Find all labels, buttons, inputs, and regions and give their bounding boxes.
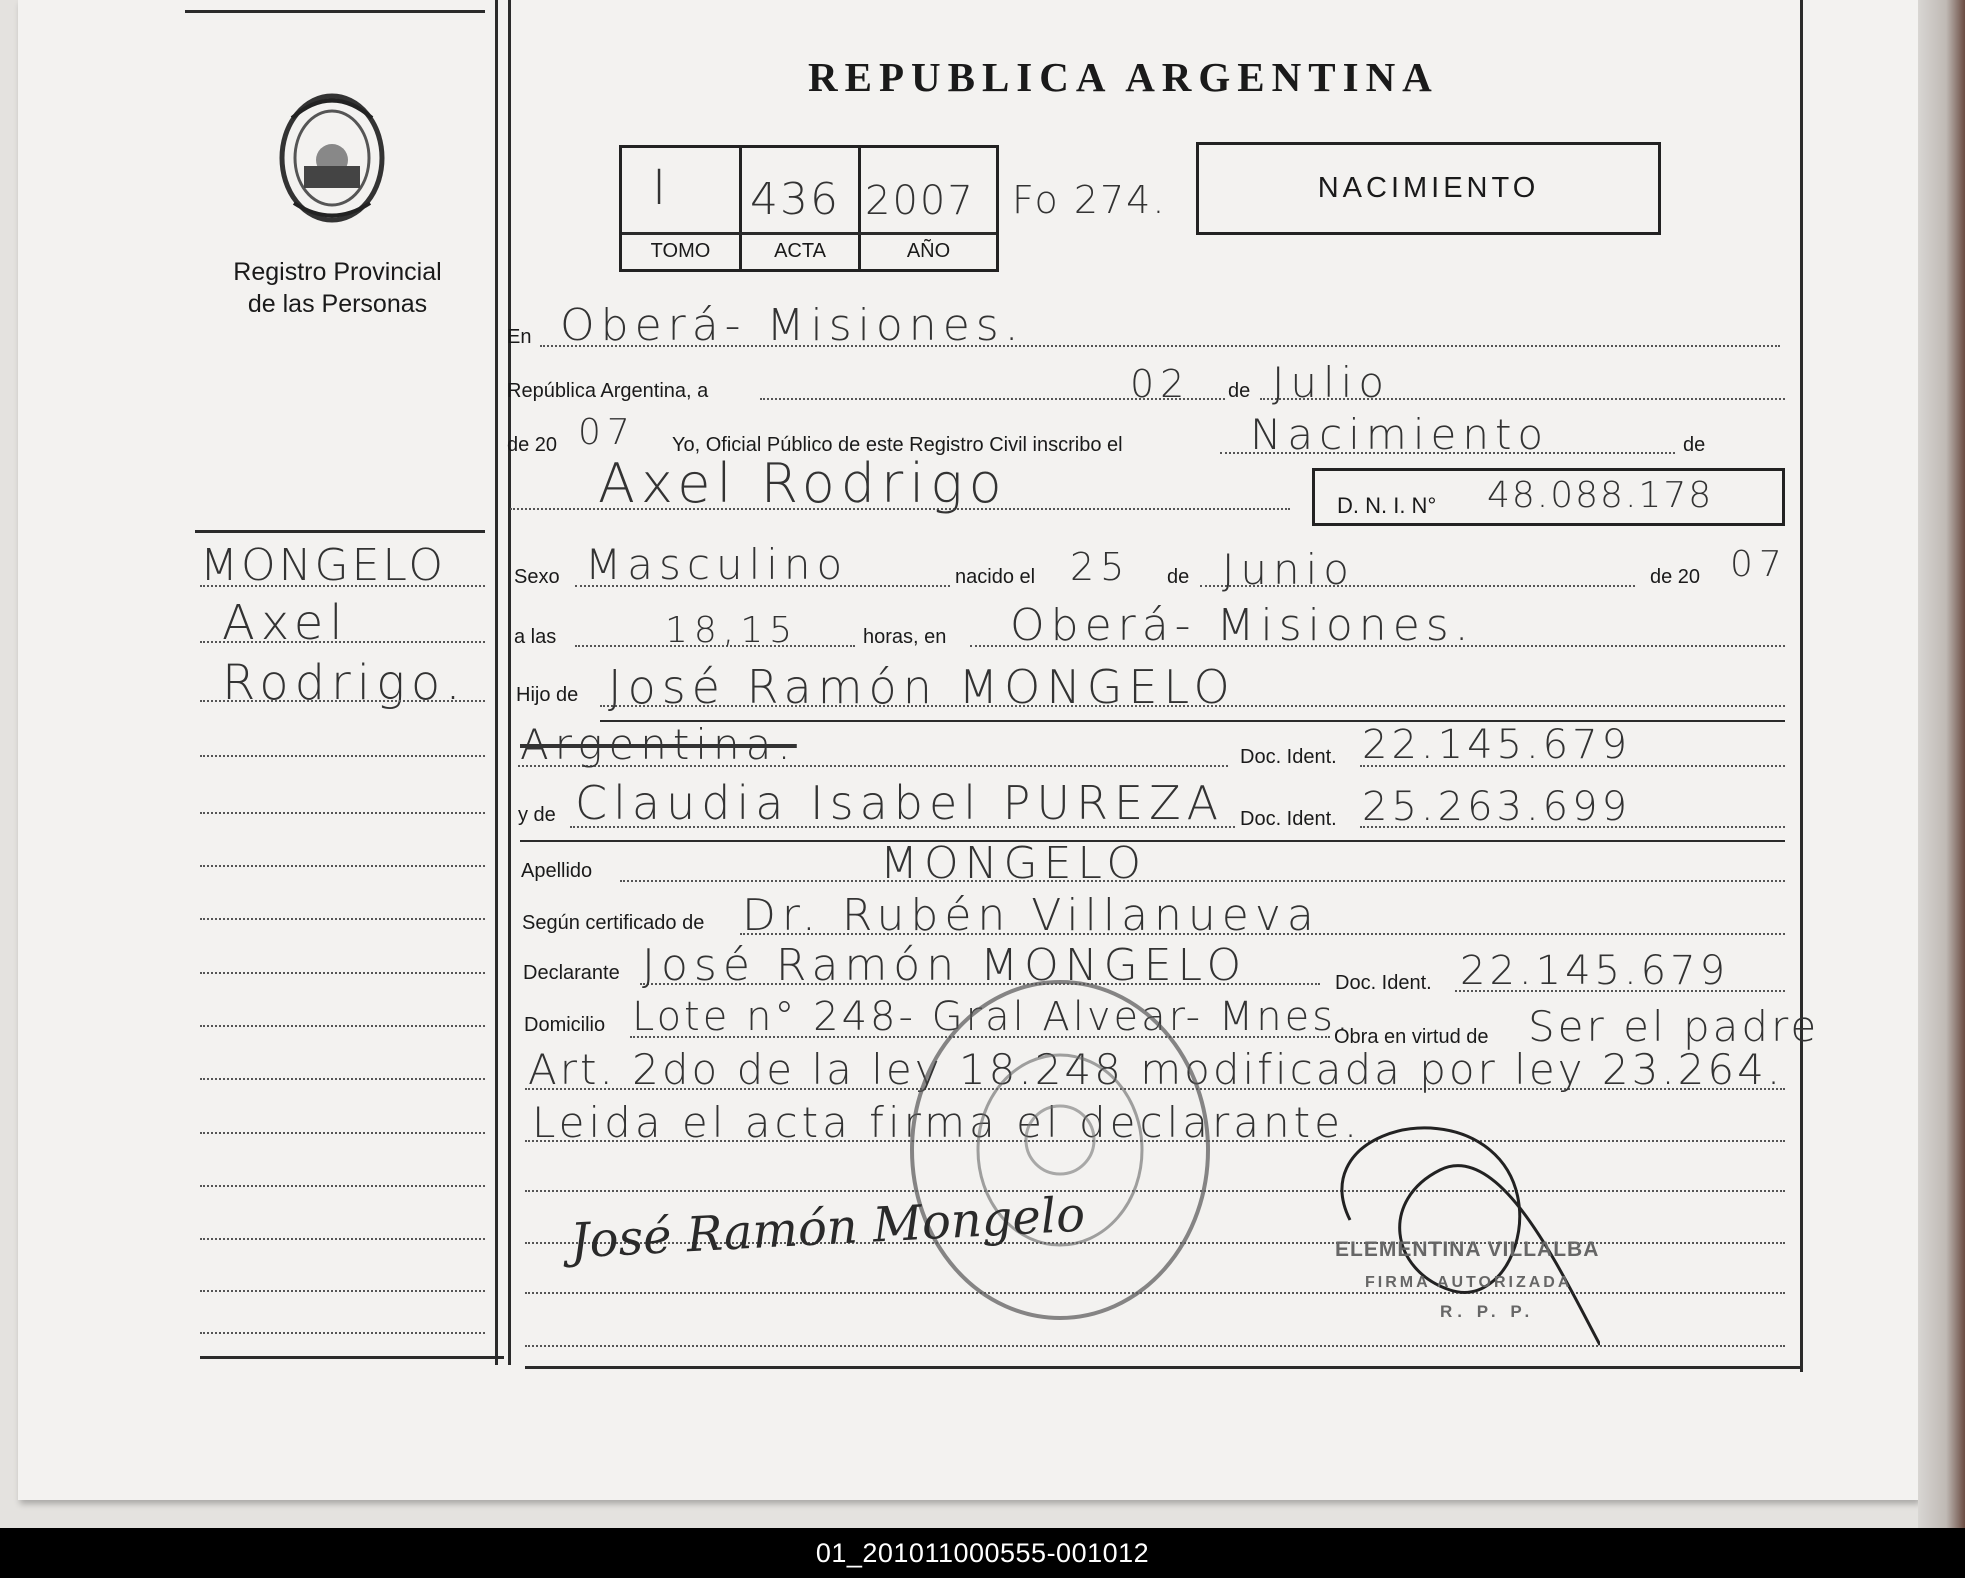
dni-value: 48.088.178 xyxy=(1487,475,1714,516)
form-bottom-rule xyxy=(525,1366,1800,1369)
month-value: Julio xyxy=(1272,358,1391,407)
surname-value: MONGELO xyxy=(880,838,1147,889)
official-stamp-line3: R. P. P. xyxy=(1440,1302,1535,1321)
margin-line xyxy=(200,1185,485,1187)
margin-line xyxy=(200,1238,485,1240)
declarant-doc-value: 22.145.679 xyxy=(1460,948,1730,994)
tomo-value: I xyxy=(652,160,673,216)
de-label: de xyxy=(1228,380,1251,402)
de20-label-2: de 20 xyxy=(1650,566,1701,588)
obra-label: Obra en virtud de xyxy=(1334,1026,1489,1048)
segun-label: Según certificado de xyxy=(522,912,705,934)
margin-line xyxy=(200,1132,485,1134)
margin-given-2: Rodrigo. xyxy=(222,655,467,711)
margin-line xyxy=(200,812,485,814)
declarante-label: Declarante xyxy=(523,962,620,984)
margin-section-rule xyxy=(195,530,485,533)
doc-ident-label: Doc. Ident. xyxy=(1240,746,1337,768)
place-value: Oberá- Misiones. xyxy=(560,300,1025,351)
page-title: REPUBLICA ARGENTINA xyxy=(808,54,1439,100)
margin-line xyxy=(200,641,485,643)
birth-month-value: Junio xyxy=(1222,545,1355,594)
record-type-box xyxy=(1196,142,1661,235)
hijo-label: Hijo de xyxy=(516,684,579,706)
margin-line xyxy=(200,865,485,867)
en-label: En xyxy=(507,326,532,348)
registry-name-line2: de las Personas xyxy=(247,290,428,318)
acta-value: 436 xyxy=(750,174,840,225)
official-stamp-line1: ELEMENTINA VILLALBA xyxy=(1335,1238,1600,1261)
read-note-value: Leida el acta firma el declarante. xyxy=(532,1098,1362,1147)
margin-line xyxy=(200,1025,485,1027)
sexo-label: Sexo xyxy=(514,566,560,588)
de-label-2: de xyxy=(1683,434,1706,456)
mother-doc-value: 25.263.699 xyxy=(1362,784,1632,830)
line-surname xyxy=(620,880,1785,882)
father-name-value: José Ramón MONGELO xyxy=(608,660,1236,714)
y-de-label: y de xyxy=(518,804,556,826)
day-value: 02 xyxy=(1130,362,1191,406)
margin-line xyxy=(200,585,485,587)
right-border xyxy=(1800,0,1803,1372)
de-label-3: de xyxy=(1167,566,1190,588)
apellido-label: Apellido xyxy=(521,860,593,882)
declarant-signature: José Ramón Mongelo xyxy=(568,1186,1087,1270)
record-number-box xyxy=(619,145,999,272)
republica-label: República Argentina, a xyxy=(507,380,709,402)
a-las-label: a las xyxy=(514,626,557,648)
birth-year-suffix-value: 07 xyxy=(1730,544,1788,585)
certifier-value: Dr. Rubén Villanueva xyxy=(742,890,1320,941)
birth-day-value: 25 xyxy=(1070,545,1131,589)
anio-label: AÑO xyxy=(906,240,951,262)
acta-label: ACTA xyxy=(774,240,826,262)
margin-bottom-rule xyxy=(200,1356,504,1359)
page-edge xyxy=(1918,0,1965,1528)
folio-note: Fo 274. xyxy=(1012,178,1167,222)
act-type-value: Nacimiento xyxy=(1250,410,1550,459)
nacido-label: nacido el xyxy=(955,566,1036,588)
top-rule-left xyxy=(185,10,485,13)
margin-line xyxy=(200,972,485,974)
photo-caption: 01_201011000555-001012 xyxy=(815,1538,1150,1568)
dni-box xyxy=(1312,468,1785,526)
address-value: Lote n° 248- Gral Alvear- Mnes. xyxy=(632,994,1352,1040)
anio-value: 2007 xyxy=(865,178,975,224)
doc-ident-label-3: Doc. Ident. xyxy=(1335,972,1432,994)
father-nationality-value: Argentina. xyxy=(520,720,797,769)
column-divider xyxy=(495,0,498,1365)
year-suffix-value: 07 xyxy=(578,412,636,453)
margin-given-1: Axel xyxy=(222,595,349,651)
registry-name-line1: Registro Provincial xyxy=(233,258,442,286)
sex-value: Masculino xyxy=(585,540,849,589)
child-name-value: Axel Rodrigo xyxy=(598,452,1008,515)
de20-label: de 20 xyxy=(507,434,558,456)
margin-line xyxy=(200,755,485,757)
officer-text: Yo, Oficial Público de este Registro Civil inscribo el xyxy=(672,434,1123,456)
official-stamp-line2: FIRMA AUTORIZADA xyxy=(1365,1274,1573,1291)
record-type-label: NACIMIENTO xyxy=(1317,172,1540,204)
declarant-value: José Ramón MONGELO xyxy=(642,940,1248,991)
domicilio-label: Domicilio xyxy=(524,1014,606,1036)
record-label-divider xyxy=(622,232,996,235)
capacity-value: Ser el padre xyxy=(1528,1002,1820,1051)
legal-note-value: Art. 2do de la ley 18.248 modificada por ley 23.264. xyxy=(528,1045,1784,1094)
official-round-stamp xyxy=(905,975,1215,1325)
mother-row-rule xyxy=(520,840,1785,842)
mother-name-value: Claudia Isabel PUREZA xyxy=(575,776,1225,830)
provincial-seal-icon xyxy=(272,88,392,228)
margin-surname: MONGELO xyxy=(200,540,446,591)
column-divider-inner xyxy=(508,0,511,1365)
doc-ident-label-2: Doc. Ident. xyxy=(1240,808,1337,830)
father-doc-value: 22.145.679 xyxy=(1362,722,1632,768)
birth-place-value: Oberá- Misiones. xyxy=(1010,600,1475,651)
birth-time-value: 18,15 xyxy=(665,610,799,651)
margin-line xyxy=(200,1290,485,1292)
margin-line xyxy=(200,1332,485,1334)
margin-line xyxy=(200,700,485,702)
horas-label: horas, en xyxy=(863,626,947,648)
dni-label: D. N. I. N° xyxy=(1337,493,1437,518)
margin-line xyxy=(200,1078,485,1080)
margin-line xyxy=(200,918,485,920)
tomo-label: TOMO xyxy=(650,240,711,262)
